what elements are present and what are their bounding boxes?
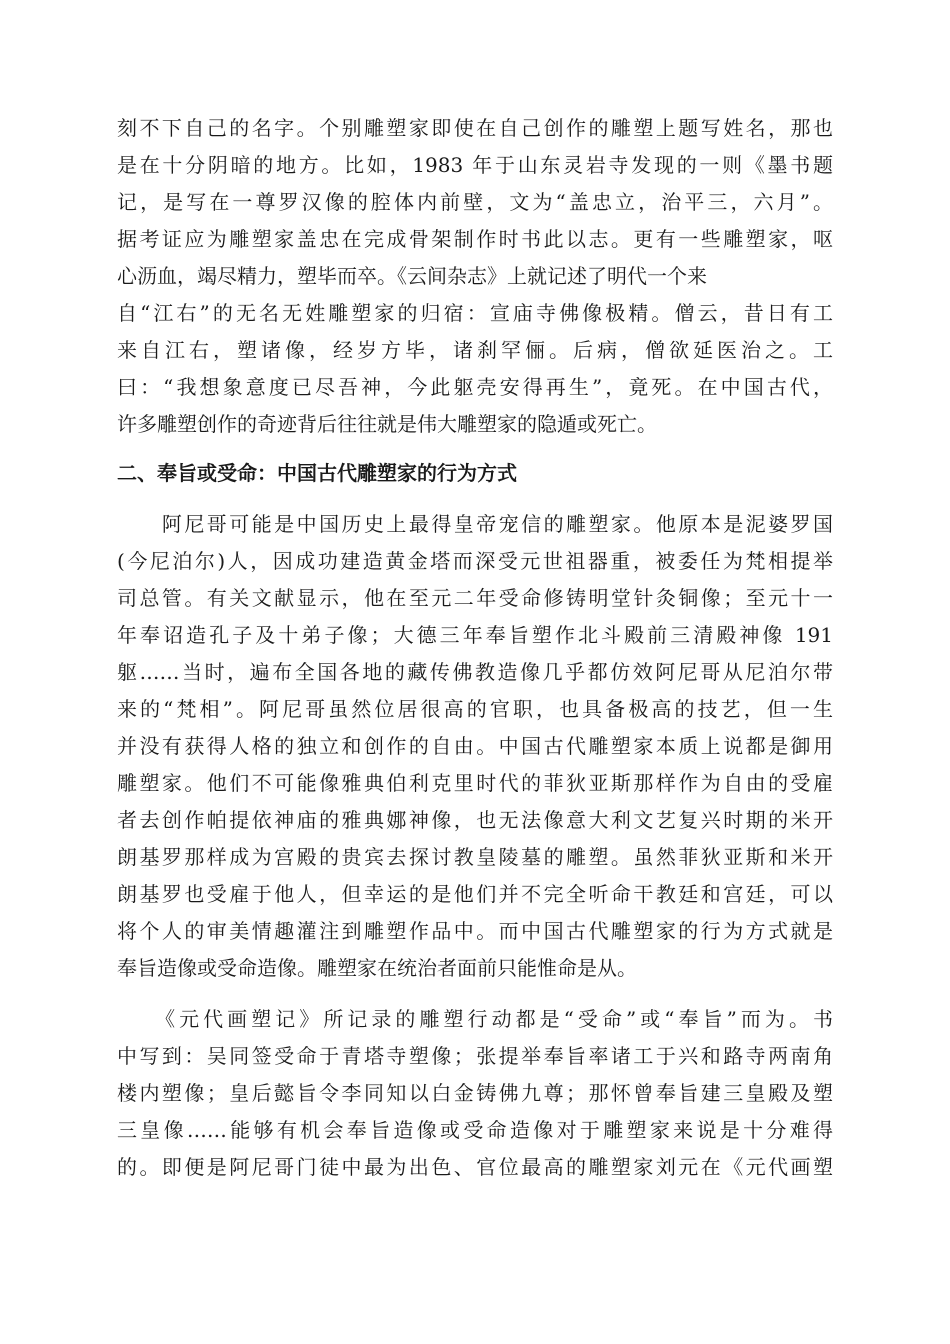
text-line: 朗基罗也受雇于他人，但幸运的是他们并不完全听命干教廷和宫廷，可以 [117,882,833,906]
text-line: 中写到：吴同签受命于青塔寺塑像；张提举奉旨率诸工于兴和路寺两南角 [117,1044,833,1068]
text-line: 是在十分阴暗的地方。比如，1983 年于山东灵岩寺发现的一则《墨书题 [117,153,833,177]
text-line: (今尼泊尔)人，因成功建造黄金塔而深受元世祖器重，被委任为梵相提举 [117,549,833,573]
text-line: 三皇像……能够有机会奉旨造像或受命造像对于雕塑家来说是十分难得 [117,1118,833,1142]
text-line: 奉旨造像或受命造像。雕塑家在统治者面前只能惟命是从。 [117,956,637,980]
text-line: 刻不下自己的名字。个别雕塑家即使在自己创作的雕塑上题写姓名，那也 [117,116,833,140]
text-line: 的。即便是阿尼哥门徒中最为出色、官位最高的雕塑家刘元在《元代画塑 [117,1155,833,1179]
text-line: 楼内塑像；皇后懿旨令李同知以白金铸佛九尊；那怀曾奉旨建三皇殿及塑 [117,1081,833,1105]
text-line: 年奉诏造孔子及十弟子像；大德三年奉旨塑作北斗殿前三清殿神像 191 [117,623,833,647]
text-line: 阿尼哥可能是中国历史上最得皇帝宠信的雕塑家。他原本是泥婆罗国 [117,512,833,536]
text-line: 许多雕塑创作的奇迹背后往往就是伟大雕塑家的隐遁或死亡。 [117,412,657,436]
text-line: 司总管。有关文献显示，他在至元二年受命修铸明堂针灸铜像；至元十一 [117,586,833,610]
text-line: 来自江右，塑诸像，经岁方毕，诸刹罕俪。后病，僧欲延医治之。工 [117,338,833,362]
section-heading: 二、奉旨或受命：中国古代雕塑家的行为方式 [117,461,517,485]
text-line: 《元代画塑记》所记录的雕塑行动都是“受命”或“奉旨”而为。书 [117,1007,833,1031]
text-line: 者去创作帕提依神庙的雅典娜神像，也无法像意大利文艺复兴时期的米开 [117,808,833,832]
paragraph-3 [117,1001,833,1186]
text-line: 躯……当时，遍布全国各地的藏传佛教造像几乎都仿效阿尼哥从尼泊尔带 [117,660,833,684]
paragraph-1 [117,110,833,443]
document-page [117,110,833,1186]
text-line: 记，是写在一尊罗汉像的腔体内前壁，文为“盖忠立，治平三，六月”。 [117,190,833,214]
text-line: 并没有获得人格的独立和创作的自由。中国古代雕塑家本质上说都是御用 [117,734,833,758]
text-line: 雕塑家。他们不可能像雅典伯利克里时代的菲狄亚斯那样作为自由的受雇 [117,771,833,795]
text-line: 将个人的审美情趣灌注到雕塑作品中。而中国古代雕塑家的行为方式就是 [117,919,833,943]
text-line: 曰：“我想象意度已尽吾神，今此躯壳安得再生”，竟死。在中国古代， [117,375,833,399]
text-line: 朗基罗那样成为宫殿的贵宾去探讨教皇陵墓的雕塑。虽然菲狄亚斯和米开 [117,845,833,869]
paragraph-2 [117,506,833,987]
text-line: 心沥血，竭尽精力，塑毕而卒。《云间杂志》上就记述了明代一个来 [117,264,707,288]
text-line: 自“江右”的无名无姓雕塑家的归宿：宣庙寺佛像极精。僧云，昔日有工 [117,301,833,325]
text-line: 据考证应为雕塑家盖忠在完成骨架制作时书此以志。更有一些雕塑家，呕 [117,227,833,251]
text-line: 来的“梵相”。阿尼哥虽然位居很高的官职，也具备极高的技艺，但一生 [117,697,833,721]
